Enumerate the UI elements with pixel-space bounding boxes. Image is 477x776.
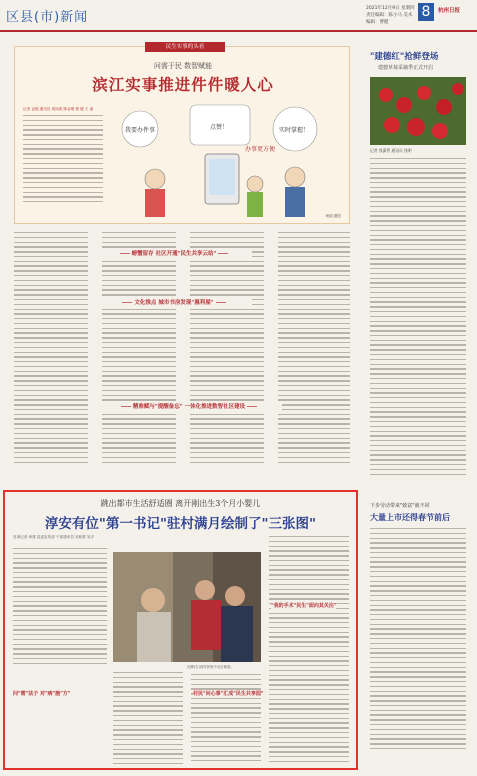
photo-caption: 沈卿(右)到村民家中走访调查。 xyxy=(187,665,234,669)
right-bottom-subtitle: 下步劳动带来"致富"就不同 xyxy=(370,503,430,509)
bubble-1: 我要办件事 xyxy=(125,127,156,134)
story-col-3 xyxy=(191,674,264,764)
right-headline: "建德红"抢鲜登场 xyxy=(370,52,439,62)
bubble-2: 点赞！ xyxy=(210,124,229,131)
right-text-column xyxy=(370,158,466,494)
mid-subhead-2: 文化推点 城市书房发现"惠利屋" xyxy=(96,298,252,306)
mid-col-3 xyxy=(190,232,264,482)
story-midhead-2: 村民"问心事"汇成"民生共享园" xyxy=(193,691,264,697)
story-photo xyxy=(113,552,261,662)
date-line xyxy=(366,5,416,26)
editor-text: 责任编辑：陈小马 美术编辑：曹健 xyxy=(366,13,413,25)
bubble-4: 办事更方便 xyxy=(245,146,276,153)
brand-logo: 杭州日报 xyxy=(438,8,461,14)
right-byline: 记者 钱潇菁 通讯员 钱明 xyxy=(370,148,412,153)
mid-col-2 xyxy=(102,232,176,482)
middle-text-columns xyxy=(14,232,350,482)
right-bottom-headline: 大量上市还得春节前后 xyxy=(370,513,450,522)
story-headline: 淳安有位"第一书记"驻村满月绘制了"三张图" xyxy=(44,516,317,532)
right-bottom-text xyxy=(370,528,466,770)
feature-subtitle: 问需于民 数智赋能 xyxy=(153,62,213,70)
feature-author: 杨丽 摄影 xyxy=(325,214,341,218)
photo-image xyxy=(113,552,261,662)
feature-headline: 滨江实事推进件件暖人心 xyxy=(92,76,274,94)
mid-subhead-3: 精准赋与"提醒备忘" 一体化推进数智社区建设 xyxy=(96,402,282,410)
section-title: 区县(市)新闻 xyxy=(6,10,89,25)
story-col-1 xyxy=(13,548,107,764)
feature-byline: 记者 孟妮 通讯员 戚如建 陈金明 程 健 王 丽 xyxy=(23,107,94,111)
story-midhead-3: "我的手术"民生"面向其关注" xyxy=(271,603,337,609)
strawberry-photo xyxy=(370,77,466,145)
mid-subhead-1: 螃蟹留存 社区开通"民生共享云站" xyxy=(96,249,252,257)
feature-body-text xyxy=(23,115,103,219)
highlighted-story xyxy=(3,490,358,770)
masthead xyxy=(0,0,477,32)
story-midhead-1: 问"需"法子 对"病"施"方" xyxy=(13,691,71,697)
page-number: 8 xyxy=(418,3,434,21)
bubble-3: 实时掌握！ xyxy=(279,127,310,134)
feature-article xyxy=(14,46,350,224)
date-text: 2021年12月9日 星期四 xyxy=(366,6,415,11)
mid-col-4 xyxy=(278,232,350,482)
story-col-4 xyxy=(269,536,349,764)
strawberry-image xyxy=(370,77,466,145)
mid-col-1 xyxy=(14,232,88,482)
feature-illustration xyxy=(105,99,351,221)
right-subline: 建德草莓采摘季正式开启 xyxy=(378,65,434,71)
story-byline: 首席记者 章建 县委宣传部 干部通讯员 吴松群 吴平 xyxy=(13,535,95,539)
story-col-2 xyxy=(113,672,183,764)
story-subtitle: 跳出都市生活舒适圈 离开刚出生3个月小婴儿 xyxy=(100,499,261,508)
feature-kicker: 民生实事的头看 xyxy=(145,42,225,52)
